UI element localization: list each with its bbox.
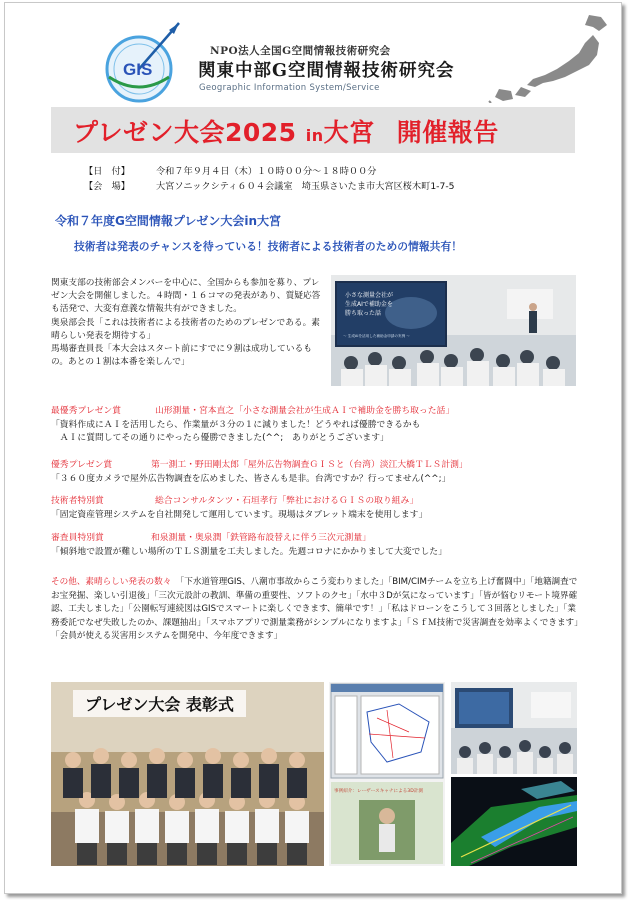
org-npo-name: NPO法人全国G空間情報技術研究会: [210, 45, 391, 57]
award-comment-2: ＡＩに質問してその通りにやったら優勝できました(^^; ありがとうございます」: [51, 433, 389, 443]
title-report: 開催報告: [396, 118, 499, 147]
report-page: [4, 2, 622, 894]
gis-software-collage-photo: [329, 682, 445, 866]
title-banner: [51, 107, 575, 153]
collage-caption: 事例紹介：レーザースキャナによる3D計測: [334, 789, 423, 794]
slide-line-3: 勝ち取った話: [345, 310, 382, 317]
date-row: [84, 163, 377, 177]
award-category: 技術者特別賞: [51, 496, 104, 506]
slide-line-2: 生成AIで補助金を: [345, 301, 393, 308]
date-value: 令和７年９月４日（木）１０時００分～１８時００分: [156, 166, 377, 177]
award-excellent: [51, 459, 591, 486]
award-presenter: 山形測量・宮本直之: [155, 406, 235, 416]
award-heading: [51, 459, 591, 473]
others-list: 「下水道管理GIS、八潮市事故からこう変わりました」「BIM/CIMチームを立ち上げ奮闘中」「地籍調査でお宝発掘、楽しい引退後」「三次元設計の教訓、準備の重要性、ソフトのクセ」「水中３Dが気になっています」「皆が悩むリモート境界確認、工夫しました」「公園転写連続図はGISでスマートに楽しくできます、簡単です！」「私はドローンをこうして３回落としました」「業務委託でなぜ失敗したのか、課題抽出」「スマホアプリで測量業務がシンプルになりますよ」「ＳｆＭ技術で災害調査を効率よくできます」「会員が使える災害用システムを開発中、今年度できます」: [51, 577, 579, 642]
award-best: [51, 405, 591, 446]
award-comment-1: 「資料作成にＡＩを活用したら、作業量が３分の１に減りました！どうやれば優勝できるかも: [51, 419, 421, 430]
award-title: 「弊社におけるＧＩＳの取り組み」: [277, 496, 419, 506]
award-jury: [51, 532, 591, 559]
award-comment-1: 「３６０度カメラで屋外広告物調査を広めました、皆さんも是非。台湾ですか？行ってません(^^;」: [51, 473, 451, 484]
award-presenter: 和泉測量・奥泉潤: [151, 533, 222, 543]
slide-footer: 〜 生成AIを活用した補助金申請の実例 〜: [343, 334, 410, 338]
award-category: 最優秀プレゼン賞: [51, 406, 122, 416]
org-english-name: Geographic Information System/Service: [199, 83, 380, 93]
title-place: 大宮: [323, 118, 375, 147]
others-lead: その他、素晴らしい発表の数々: [51, 577, 172, 587]
venue-row: [84, 178, 455, 192]
intro-quote-chair: 奥泉部会長「これは技術者による技術者のためのプレゼンである。素晴らしい発表を期待する」: [51, 317, 320, 341]
event-subtitle: 令和７年度G空間情報プレゼン大会in大宮: [55, 214, 282, 228]
laser-scan-point-cloud-photo: [451, 777, 577, 866]
award-comment-1: 「傾斜地で設置が難しい場所のＴＬＳ測量を工夫しました。先週コロナにかかりまして大変でした」: [51, 546, 447, 557]
award-category: 審査員特別賞: [51, 533, 104, 543]
date-label: 【日 付】: [84, 166, 130, 177]
report-title: [73, 113, 499, 149]
gis-compass-logo-icon: [99, 19, 191, 105]
award-presenter: 第一測工・野田剛太郎: [151, 460, 239, 470]
award-ceremony-photo: [51, 682, 324, 866]
award-heading: [51, 405, 591, 419]
header: [5, 3, 621, 103]
award-heading: [51, 495, 591, 509]
venue-value: 大宮ソニックシティ６０４会議室 埼玉県さいたま市大宮区桜木町1-7-5: [156, 181, 455, 192]
intro-paragraph: 関東支部の技術部会メンバーを中心に、全国からも参加を募り、プレゼン大会を開催しました。４時間・１６コマの発表があり、質疑応答も活発で、大変有意義な情報共有ができました。: [51, 278, 321, 315]
award-comment-1: 「固定資産管理システムを自社開発して運用しています。現場はタブレット端末を使用します」: [51, 509, 428, 520]
other-presentations: [51, 576, 579, 644]
award-title: 「屋外広告物調査ＧＩＳと（台湾）淡江大橋ＴＬＳ計測」: [238, 460, 468, 470]
award-category: 優秀プレゼン賞: [51, 460, 113, 470]
presentation-room-photo-2: [451, 682, 577, 774]
intro-quote-judge: 馬場審査員長「本大会はスタート前にすでに９割は成功しているもの。あとの１割は本番を楽しんで」: [51, 344, 312, 368]
award-presenter: 総合コンサルタンツ・石垣孝行: [155, 496, 278, 506]
award-title: 「鉄管路布設替えに伴う三次元測量」: [221, 533, 371, 543]
japan-map-icon: [481, 11, 621, 103]
venue-label: 【会 場】: [84, 181, 130, 192]
org-name: 関東中部G空間情報技術研究会: [198, 61, 455, 81]
title-main: プレゼン大会2025: [73, 118, 306, 147]
slide-line-1: 小さな測量会社が: [345, 292, 394, 299]
award-heading: [51, 532, 591, 546]
presentation-room-photo: [331, 275, 576, 386]
award-title: 「小さな測量会社が生成ＡＩで補助金を勝ち取った話」: [234, 406, 455, 416]
award-engineer: [51, 495, 591, 522]
logo-text: GIS: [123, 60, 153, 79]
intro-text: [51, 277, 327, 369]
event-tagline: 技術者は発表のチャンスを待っている！技術者による技術者のための情報共有！: [74, 240, 463, 253]
ceremony-label: プレゼン大会 表彰式: [73, 690, 246, 717]
title-in: in: [305, 126, 324, 145]
